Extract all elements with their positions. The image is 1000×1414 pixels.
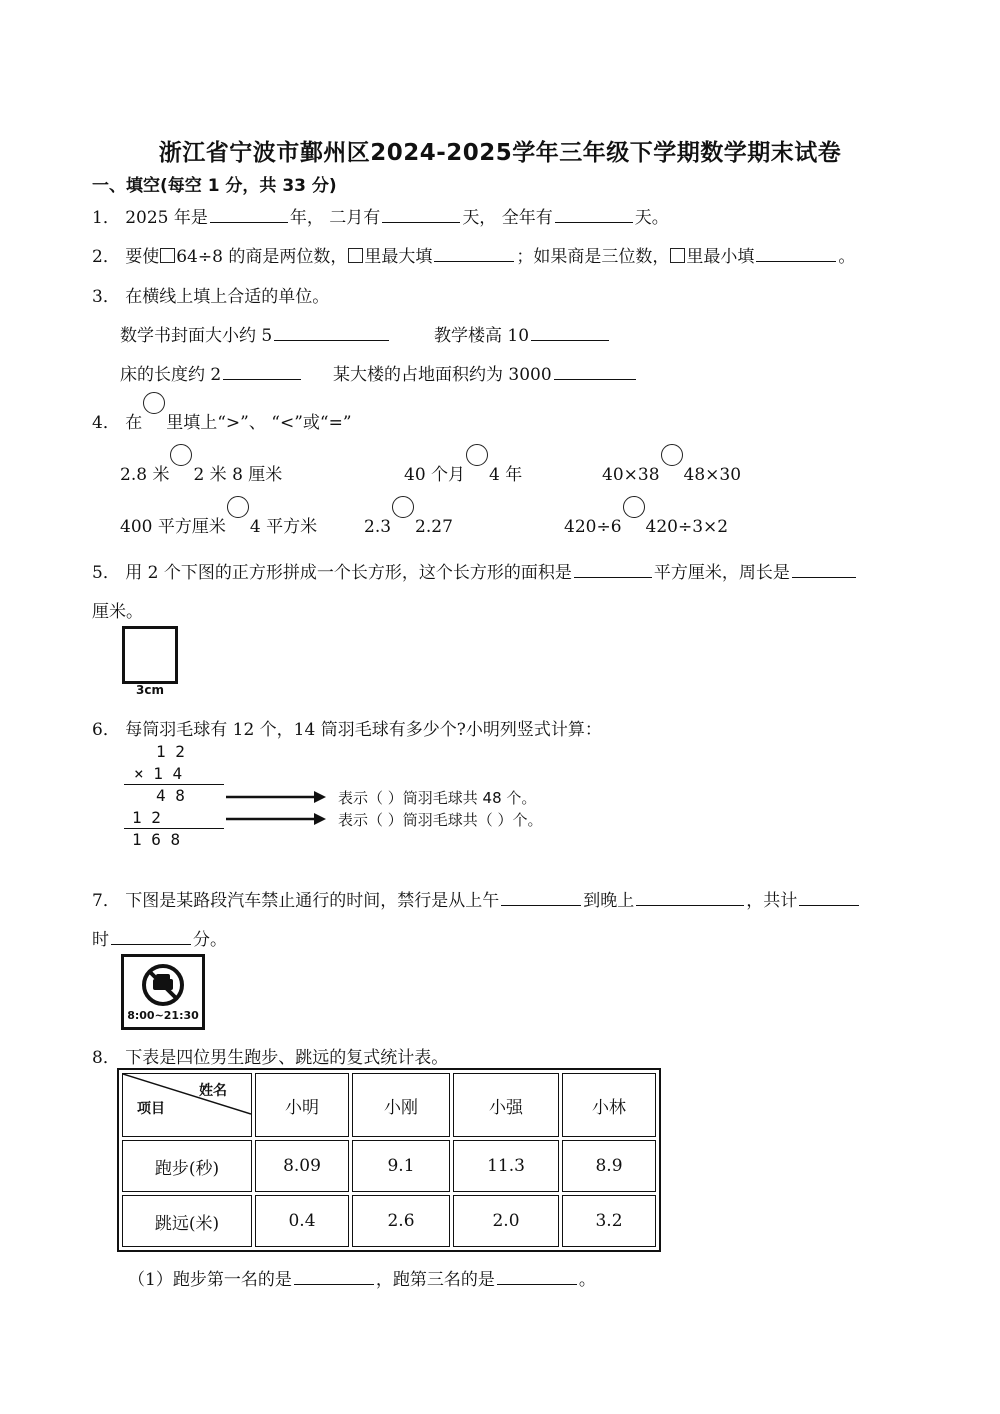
question-text: 里最大填: [364, 247, 433, 267]
compare-3: [602, 458, 741, 485]
table-header-cell: 小明: [255, 1073, 349, 1137]
answer-blank[interactable]: [111, 928, 191, 945]
answer-blank[interactable]: [274, 324, 389, 341]
question-text: 年， 二月有: [289, 208, 381, 228]
compare-left: 40 个月: [404, 465, 466, 485]
question-text: 到晚上: [583, 891, 635, 911]
question-number: 6．: [92, 720, 120, 740]
q3-row-2: [120, 360, 303, 385]
q3-row-1: [120, 321, 391, 346]
vertical-calc-line: 1 6 8: [132, 830, 181, 849]
question-6: [92, 715, 602, 740]
compare-circle[interactable]: [170, 444, 192, 466]
question-1: [92, 203, 669, 228]
answer-blank[interactable]: [554, 363, 636, 380]
arrows-figure: [222, 786, 332, 826]
question-text: 床的长度约 2: [120, 365, 222, 385]
answer-blank[interactable]: [497, 1268, 577, 1285]
question-text: 厘米。: [92, 602, 143, 622]
arrowhead-icon: [314, 813, 326, 825]
question-text: 下表是四位男生跑步、跳远的复式统计表。: [125, 1048, 449, 1068]
q3-row-1b: [434, 321, 611, 346]
question-4: [92, 406, 352, 433]
question-text: 在: [125, 413, 143, 433]
box-icon: [670, 248, 685, 263]
question-8-sub-1: [128, 1265, 596, 1290]
question-8: [92, 1043, 448, 1068]
compare-circle[interactable]: [661, 444, 683, 466]
question-text: 每筒羽毛球有 12 个，14 筒羽毛球有多少个?小明列竖式计算：: [125, 720, 602, 740]
table-header-row: [122, 1073, 656, 1137]
answer-blank[interactable]: [434, 245, 514, 262]
calc-divider: [124, 828, 224, 829]
question-text: 时: [92, 930, 109, 950]
compare-right: 2 米 8 厘米: [193, 465, 283, 485]
table-corner-cell: [122, 1073, 252, 1137]
square-figure: [122, 626, 178, 684]
compare-2: [404, 458, 522, 485]
page-title: 浙江省宁波市鄞州区2024-2025学年三年级下学期数学期末试卷: [158, 140, 842, 166]
question-text: 数学书封面大小约 5: [120, 326, 273, 346]
compare-circle[interactable]: [392, 496, 414, 518]
stats-table: [117, 1068, 661, 1252]
vertical-calc-line: 1 2: [132, 808, 161, 827]
question-text: 2025 年是: [125, 208, 208, 228]
table-cell: 2.6: [352, 1195, 450, 1247]
table-header-cell: 小林: [562, 1073, 656, 1137]
answer-blank[interactable]: [531, 324, 609, 341]
question-number: 1．: [92, 208, 120, 228]
answer-blank[interactable]: [574, 561, 652, 578]
question-text: 天。: [634, 208, 669, 228]
vertical-calc-line: × 1 4: [134, 764, 183, 783]
answer-blank[interactable]: [756, 245, 836, 262]
question-2: [92, 242, 855, 267]
compare-left: 2.3: [364, 517, 392, 537]
table-header-cell: 小刚: [352, 1073, 450, 1137]
compare-circle[interactable]: [623, 496, 645, 518]
calc-note-1: 表示（ ）筒羽毛球共 48 个。: [338, 789, 537, 807]
table-cell: 11.3: [453, 1140, 559, 1192]
answer-blank[interactable]: [210, 206, 288, 223]
compare-left: 40×38: [602, 465, 660, 485]
question-number: 7．: [92, 891, 120, 911]
answer-blank[interactable]: [792, 561, 856, 578]
compare-right: 48×30: [683, 465, 742, 485]
question-number: 3．: [92, 287, 120, 307]
question-3: [92, 282, 329, 307]
question-number: 2．: [92, 247, 120, 267]
corner-bottom-label: 项目: [137, 1101, 165, 1117]
answer-blank[interactable]: [799, 889, 859, 906]
question-text: 要使: [125, 247, 160, 267]
table-row-label: 跳远(米): [122, 1195, 252, 1247]
table-row: [122, 1140, 656, 1192]
calc-note-2: 表示（ ）筒羽毛球共（ ）个。: [338, 811, 543, 829]
compare-left: 420÷6: [564, 517, 622, 537]
box-icon: [160, 248, 175, 263]
square-label: 3cm: [136, 683, 164, 697]
answer-blank[interactable]: [294, 1268, 374, 1285]
compare-right: 2.27: [415, 517, 453, 537]
question-5-cont: [92, 597, 143, 622]
compare-1: [120, 458, 282, 485]
calc-divider: [124, 784, 224, 785]
compare-left: 2.8 米: [120, 465, 170, 485]
question-text: 分。: [193, 930, 227, 950]
question-5: [92, 558, 858, 583]
box-icon: [348, 248, 363, 263]
compare-right: 4 年: [489, 465, 523, 485]
table-cell: 0.4: [255, 1195, 349, 1247]
table-cell: 3.2: [562, 1195, 656, 1247]
question-text: 某大楼的占地面积约为 3000: [333, 365, 552, 385]
circle-icon: [143, 392, 165, 414]
compare-5: [364, 510, 453, 537]
table-cell: 2.0: [453, 1195, 559, 1247]
compare-right: 4 平方米: [249, 517, 318, 537]
table-row-label: 跑步(秒): [122, 1140, 252, 1192]
question-text: ，跑第三名的是: [375, 1270, 495, 1290]
question-text: 下图是某路段汽车禁止通行的时间，禁行是从上午: [125, 891, 500, 911]
compare-6: [564, 510, 728, 537]
arrowhead-icon: [314, 791, 326, 803]
question-text: 里填上“>”、 “<”或“=”: [166, 413, 352, 433]
question-text: 用 2 个下图的正方形拼成一个长方形，这个长方形的面积是: [125, 563, 572, 583]
compare-4: [120, 510, 317, 537]
question-text: （1）跑步第一名的是: [128, 1270, 292, 1290]
question-number: 5．: [92, 563, 120, 583]
vertical-calc-line: 1 2: [156, 742, 185, 761]
table-header-cell: 小强: [453, 1073, 559, 1137]
question-number: 4．: [92, 413, 120, 433]
no-car-icon: [124, 961, 202, 1011]
answer-blank[interactable]: [501, 889, 581, 906]
answer-blank[interactable]: [555, 206, 633, 223]
table-cell: 8.9: [562, 1140, 656, 1192]
compare-circle[interactable]: [227, 496, 249, 518]
answer-blank[interactable]: [382, 206, 460, 223]
table-cell: 8.09: [255, 1140, 349, 1192]
question-text: 在横线上填上合适的单位。: [125, 287, 330, 307]
sign-time: 8:00~21:30: [127, 1009, 199, 1022]
table-cell: 9.1: [352, 1140, 450, 1192]
question-7: [92, 886, 861, 911]
question-text: ，共计: [746, 891, 798, 911]
question-text: 。: [578, 1270, 596, 1290]
answer-blank[interactable]: [223, 363, 301, 380]
question-text: 平方厘米，周长是: [653, 563, 790, 583]
question-text: ；如果商是三位数，: [516, 247, 670, 267]
compare-circle[interactable]: [466, 444, 488, 466]
compare-right: 420÷3×2: [645, 517, 729, 537]
vertical-calc-line: 4 8: [156, 786, 185, 805]
answer-blank[interactable]: [636, 889, 744, 906]
no-car-sign: [121, 954, 205, 1030]
compare-left: 400 平方厘米: [120, 517, 226, 537]
question-text: 天， 全年有: [462, 208, 553, 228]
question-text: 里最小填: [686, 247, 755, 267]
question-text: 教学楼高 10: [434, 326, 530, 346]
question-number: 8．: [92, 1048, 120, 1068]
table-row: [122, 1195, 656, 1247]
question-7-cont: [92, 925, 227, 950]
question-text: 。: [838, 247, 856, 267]
q3-row-2b: [333, 360, 638, 385]
corner-top-label: 姓名: [199, 1083, 227, 1099]
section-heading: 一、填空(每空 1 分，共 33 分): [92, 176, 337, 196]
question-text: 64÷8 的商是两位数，: [176, 247, 348, 267]
